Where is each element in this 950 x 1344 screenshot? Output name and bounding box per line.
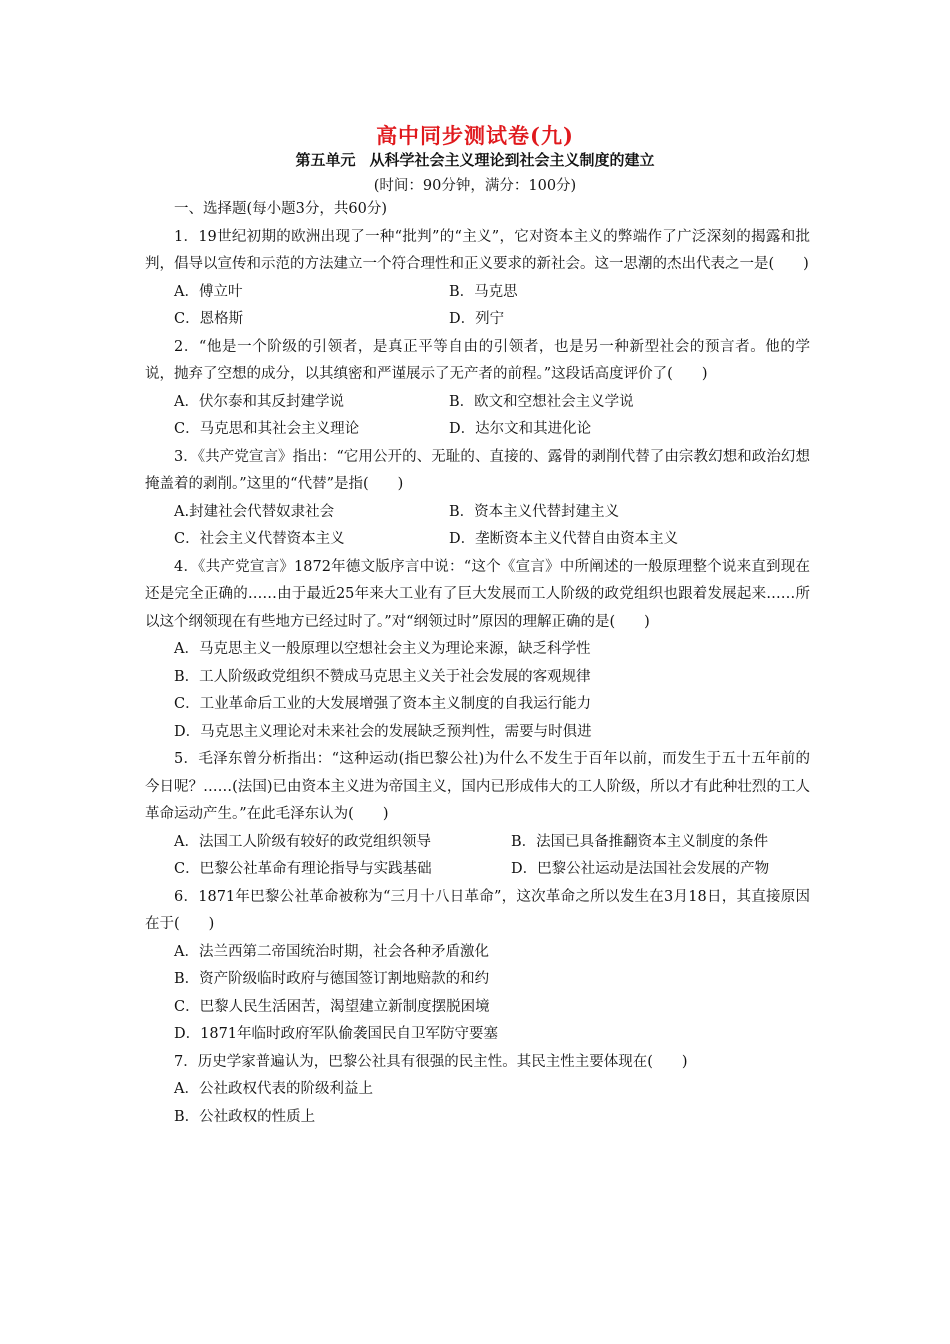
question-7-option-b: B．公社政权的性质上 — [174, 1108, 316, 1125]
question-6-option-c: C．巴黎人民生活困苦，渴望建立新制度摆脱困境 — [174, 998, 490, 1015]
question-3-option-b: B．资本主义代替封建主义 — [449, 503, 620, 520]
question-5-option-c: C．巴黎公社革命有理论指导与实践基础 — [174, 861, 432, 877]
question-1-options-row-2 — [145, 306, 810, 334]
question-1-option-a: A．傅立叶 — [174, 283, 243, 300]
question-5-text: 5．毛泽东曾分析指出：“这种运动(指巴黎公社)为什么不发生于百年以前，而发生于五十五年前的今日呢？……(法国)已由资本主义进为帝国主义，国内已形成伟大的工人阶级，所以才有此种壮烈的工人革命运动产生。”在此毛泽东认为( ) — [145, 751, 810, 822]
question-2-option-d: D．达尔文和其进化论 — [449, 421, 592, 437]
question-3-options-row-1 — [145, 499, 810, 527]
question-5-option-a: A．法国工人阶级有较好的政党组织领导 — [174, 833, 431, 850]
question-5-options-row-1 — [145, 829, 810, 857]
question-7-option-a: A．公社政权代表的阶级利益上 — [174, 1081, 373, 1097]
question-4-option-c: C．工业革命后工业的大发展增强了资本主义制度的自我运行能力 — [174, 696, 592, 712]
question-4-option-d: D．马克思主义理论对未来社会的发展缺乏预判性，需要与时俱进 — [174, 723, 592, 740]
unit-subtitle — [0, 149, 950, 170]
question-3-text: 3．《共产党宣言》指出：“它用公开的、无耻的、直接的、露骨的剥削代替了由宗教幻想和政治幻想掩盖着的剥削。”这里的“代替”是指( ) — [145, 448, 810, 492]
page-title: 高中同步测试卷(九) — [376, 123, 574, 148]
question-3-option-c: C．社会主义代替资本主义 — [174, 531, 345, 547]
question-3-options-row-2 — [145, 526, 810, 554]
question-1-option-c: C．恩格斯 — [174, 311, 244, 327]
section-heading: 一、选择题(每小题3分，共60分) — [174, 201, 387, 217]
question-7-text: 7．历史学家普遍认为，巴黎公社具有很强的民主性。其民主性主要体现在( ) — [174, 1053, 688, 1070]
question-3-option-a: A.封建社会代替奴隶社会 — [174, 503, 335, 520]
question-1-option-b: B．马克思 — [449, 283, 518, 300]
question-1-option-d: D．列宁 — [449, 311, 505, 327]
question-2-option-a: A．伏尔泰和其反封建学说 — [174, 393, 344, 410]
question-2-option-b: B．欧文和空想社会主义学说 — [449, 393, 634, 410]
question-6-option-d: D．1871年临时政府军队偷袭国民自卫军防守要塞 — [174, 1026, 499, 1042]
question-6-option-a: A．法兰西第二帝国统治时期，社会各种矛盾激化 — [174, 943, 489, 960]
question-1-text: 1．19世纪初期的欧洲出现了一种“批判”的“主义”，它对资本主义的弊端作了广泛深刻的揭露和批判，倡导以宣传和示范的方法建立一个符合理性和正义要求的新社会。这一思潮的杰出代表之一是( ) — [145, 228, 810, 272]
question-1-options-row-1 — [145, 279, 810, 307]
question-5-option-d: D．巴黎公社运动是法国社会发展的产物 — [511, 861, 770, 877]
question-content — [145, 196, 810, 1131]
question-2-options-row-1 — [145, 389, 810, 417]
question-2-options-row-2 — [145, 416, 810, 444]
unit-label: 第五单元 — [295, 151, 356, 169]
question-4-text: 4．《共产党宣言》1872年德文版序言中说：“这个《宣言》中所阐述的一般原理整个说来直到现在还是完全正确的……由于最近25年来大工业有了巨大发展而工人阶级的政党组织也跟着发展起来……所以这个纲领现在有些地方已经过时了。”对“纲领过时”原因的理解正确的是( ) — [145, 558, 810, 630]
question-2-text: 2．“他是一个阶级的引领者，是真正平等自由的引领者，也是另一种新型社会的预言者。他的学说，抛弃了空想的成分，以其缜密和严谨展示了无产者的前程。”这段话高度评价了( ) — [145, 338, 810, 382]
question-6-text: 6．1871年巴黎公社革命被称为“三月十八日革命”，这次革命之所以发生在3月18日，其直接原因在于( ) — [145, 888, 811, 932]
question-4-option-b: B．工人阶级政党组织不赞成马克思主义关于社会发展的客观规律 — [174, 668, 591, 685]
time-note: (时间：90分钟，满分：100分) — [373, 178, 577, 194]
unit-title: 从科学社会主义理论到社会主义制度的建立 — [369, 151, 655, 169]
question-5-options-row-2 — [145, 856, 810, 884]
question-5-option-b: B．法国已具备推翻资本主义制度的条件 — [511, 833, 769, 850]
question-2-option-c: C．马克思和其社会主义理论 — [174, 421, 360, 437]
question-3-option-d: D．垄断资本主义代替自由资本主义 — [449, 531, 679, 547]
question-4-option-a: A．马克思主义一般原理以空想社会主义为理论来源，缺乏科学性 — [174, 641, 591, 657]
question-6-option-b: B．资产阶级临时政府与德国签订割地赔款的和约 — [174, 971, 490, 987]
